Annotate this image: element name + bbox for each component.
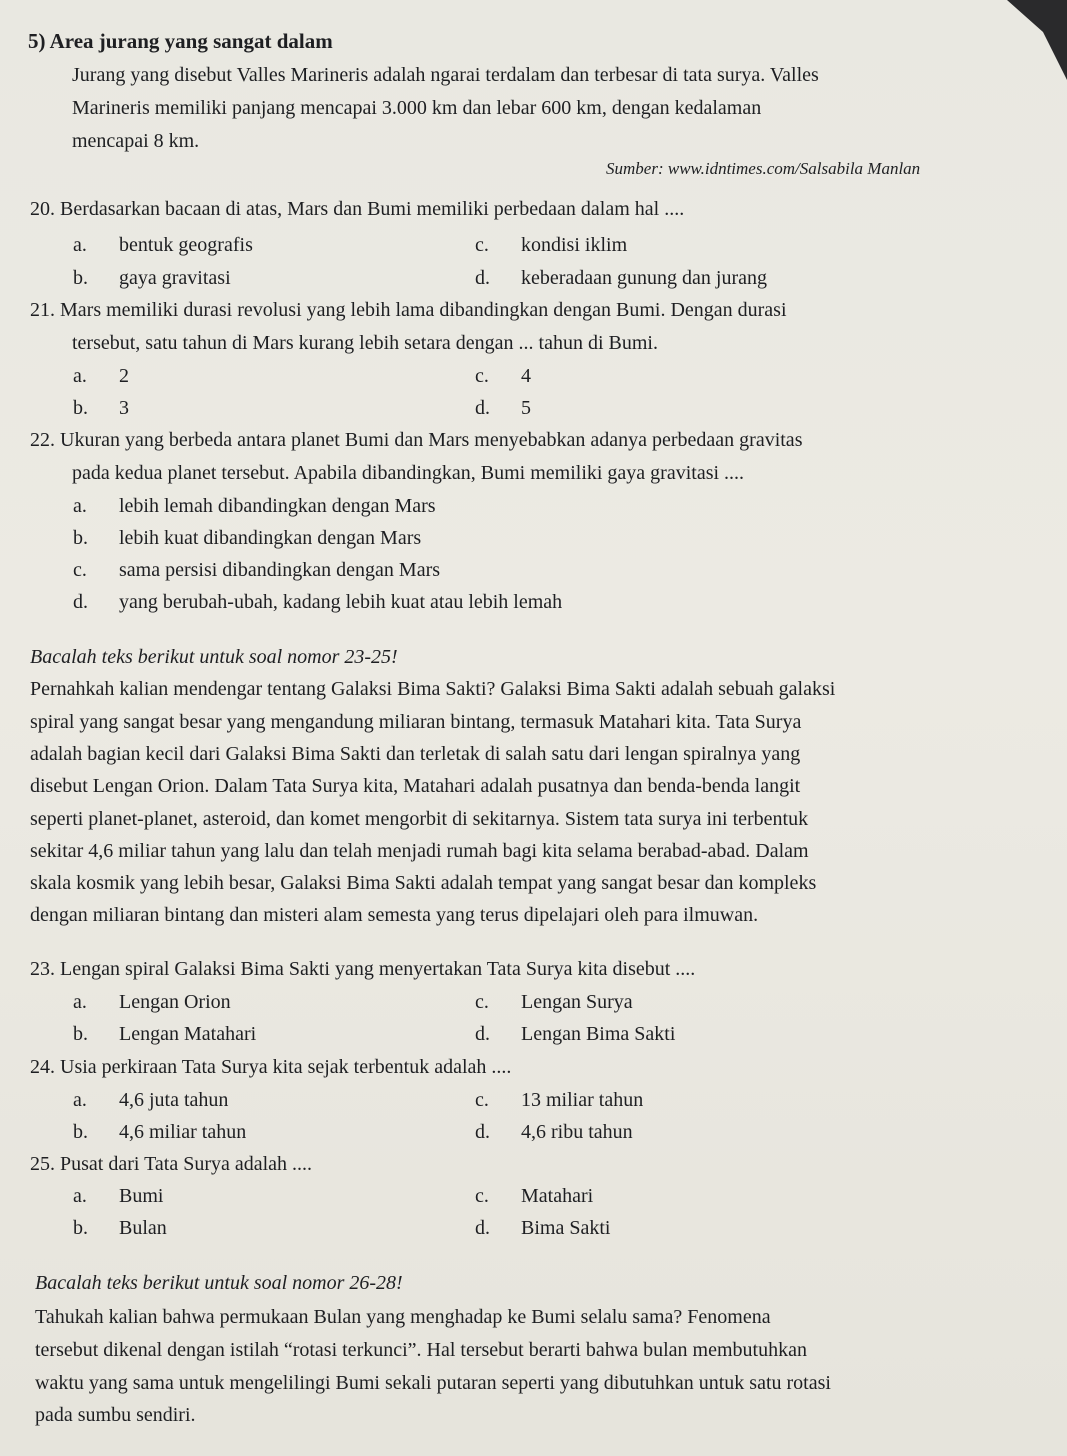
option-24c: c. 13 miliar tahun — [475, 1089, 644, 1111]
option-25d: d. Bima Sakti — [475, 1217, 611, 1239]
option-20d: d. keberadaan gunung dan jurang — [475, 267, 768, 289]
option-25a: a. Bumi — [73, 1185, 164, 1207]
passage-line: pada sumbu sendiri. — [35, 1404, 196, 1426]
passage-line: spiral yang sangat besar yang mengandung miliaran bintang, termasuk Matahari kita. Tata Surya — [30, 711, 802, 733]
option-20c: c. kondisi iklim — [475, 234, 628, 256]
passage-line: Jurang yang disebut Valles Marineris adalah ngarai terdalam dan terbesar di tata surya. Valles — [72, 64, 819, 86]
passage-line: skala kosmik yang lebih besar, Galaksi Bima Sakti adalah tempat yang sangat besar dan kompleks — [30, 872, 817, 894]
passage-line: Marineris memiliki panjang mencapai 3.000 km dan lebar 600 km, dengan kedalaman — [72, 97, 762, 119]
passage-line: tersebut dikenal dengan istilah “rotasi terkunci”. Hal tersebut berarti bahwa bulan membutuhkan — [35, 1339, 807, 1361]
option-22b: b. lebih kuat dibandingkan dengan Mars — [73, 527, 422, 549]
question-23: 23. Lengan spiral Galaksi Bima Sakti yang menyertakan Tata Surya kita disebut .... — [30, 958, 696, 980]
reading-instruction: Bacalah teks berikut untuk soal nomor 26-28! — [35, 1272, 403, 1294]
question-22: 22. Ukuran yang berbeda antara planet Bumi dan Mars menyebabkan adanya perbedaan gravitas — [30, 429, 803, 451]
question-21: 21. Mars memiliki durasi revolusi yang lebih lama dibandingkan dengan Bumi. Dengan durasi — [30, 299, 787, 321]
option-21b: b. 3 — [73, 397, 129, 419]
option-20b: b. gaya gravitasi — [73, 267, 231, 289]
option-25c: c. Matahari — [475, 1185, 594, 1207]
option-22a: a. lebih lemah dibandingkan dengan Mars — [73, 495, 436, 517]
option-21c: c. 4 — [475, 365, 531, 387]
passage-line: waktu yang sama untuk mengelilingi Bumi sekali putaran seperti yang dibutuhkan untuk satu rotasi — [35, 1372, 831, 1394]
option-24a: a. 4,6 juta tahun — [73, 1089, 229, 1111]
question-21-cont: tersebut, satu tahun di Mars kurang lebih setara dengan ... tahun di Bumi. — [72, 332, 658, 354]
option-21d: d. 5 — [475, 397, 531, 419]
option-23a: a. Lengan Orion — [73, 991, 231, 1013]
question-25: 25. Pusat dari Tata Surya adalah .... — [30, 1153, 313, 1175]
option-21a: a. 2 — [73, 365, 129, 387]
option-25b: b. Bulan — [73, 1217, 167, 1239]
option-24b: b. 4,6 miliar tahun — [73, 1121, 247, 1143]
passage-line: dengan miliaran bintang dan misteri alam semesta yang terus dipelajari oleh para ilmuwan. — [30, 904, 759, 926]
reading-instruction: Bacalah teks berikut untuk soal nomor 23-25! — [30, 646, 398, 668]
page-corner-shadow — [1007, 0, 1067, 80]
question-24: 24. Usia perkiraan Tata Surya kita sejak terbentuk adalah .... — [30, 1056, 512, 1078]
option-22c: c. sama persisi dibandingkan dengan Mars — [73, 559, 441, 581]
section-heading: 5) Area jurang yang sangat dalam — [28, 29, 333, 53]
passage-line: sekitar 4,6 miliar tahun yang lalu dan telah menjadi rumah bagi kita selama berabad-abad. Dalam — [30, 840, 809, 862]
passage-line: seperti planet-planet, asteroid, dan komet mengorbit di sekitarnya. Sistem tata surya ini terbentuk — [30, 808, 809, 830]
passage-line: mencapai 8 km. — [72, 130, 200, 152]
option-22d: d. yang berubah-ubah, kadang lebih kuat atau lebih lemah — [73, 591, 563, 613]
option-23d: d. Lengan Bima Sakti — [475, 1023, 676, 1045]
passage-line: adalah bagian kecil dari Galaksi Bima Sakti dan terletak di salah satu dari lengan spiralnya yang — [30, 743, 801, 765]
passage-line: Tahukah kalian bahwa permukaan Bulan yang menghadap ke Bumi selalu sama? Fenomena — [35, 1306, 771, 1328]
passage-line: disebut Lengan Orion. Dalam Tata Surya kita, Matahari adalah pusatnya dan benda-benda langit — [30, 775, 801, 797]
option-20a: a. bentuk geografis — [73, 234, 253, 256]
option-23b: b. Lengan Matahari — [73, 1023, 257, 1045]
passage-line: Pernahkah kalian mendengar tentang Galaksi Bima Sakti? Galaksi Bima Sakti adalah sebuah galaksi — [30, 678, 836, 700]
question-22-cont: pada kedua planet tersebut. Apabila dibandingkan, Bumi memiliki gaya gravitasi .... — [72, 462, 745, 484]
question-20: 20. Berdasarkan bacaan di atas, Mars dan Bumi memiliki perbedaan dalam hal .... — [30, 198, 685, 220]
source-citation: Sumber: www.idntimes.com/Salsabila Manlan — [606, 159, 921, 178]
option-23c: c. Lengan Surya — [475, 991, 633, 1013]
option-24d: d. 4,6 ribu tahun — [475, 1121, 633, 1143]
